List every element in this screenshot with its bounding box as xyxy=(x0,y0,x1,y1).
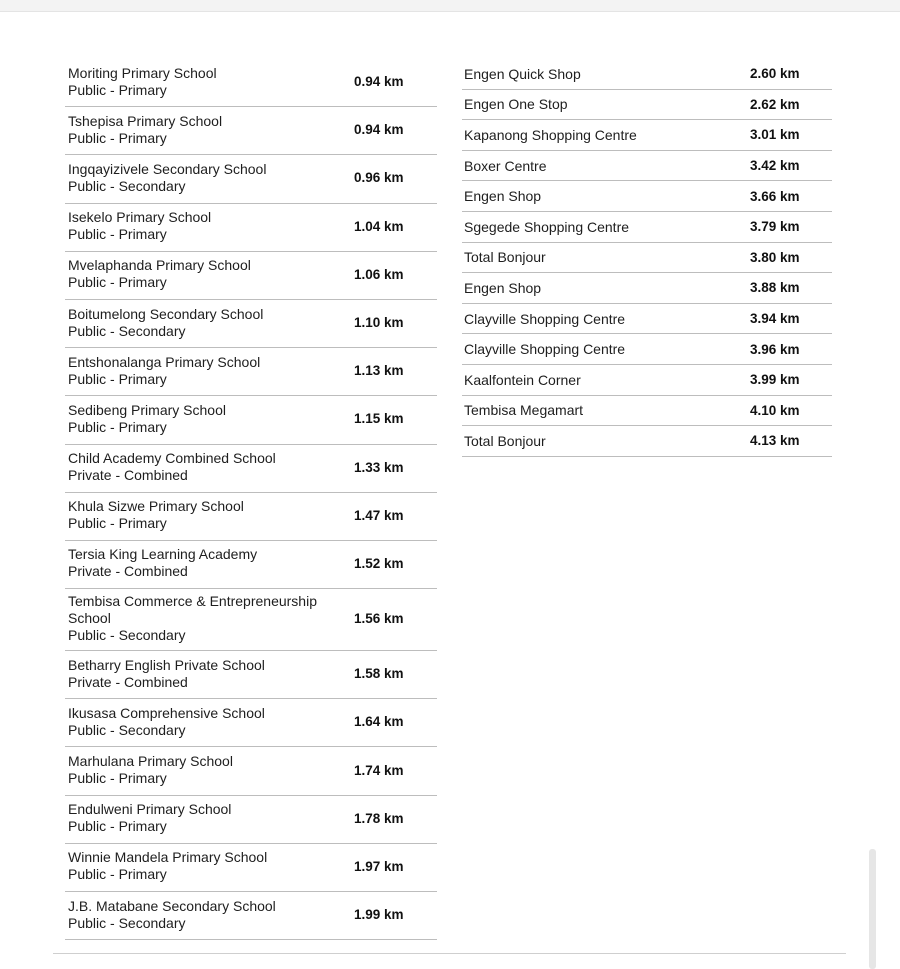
school-row xyxy=(65,747,437,795)
school-distance: 1.47 km xyxy=(354,507,404,523)
schools-list xyxy=(65,59,437,940)
shop-row xyxy=(462,59,832,90)
school-distance: 1.97 km xyxy=(354,858,404,874)
school-row xyxy=(65,589,437,651)
school-type: Public - Secondary xyxy=(68,322,186,339)
school-type: Public - Primary xyxy=(68,866,167,883)
shop-name: Clayville Shopping Centre xyxy=(464,310,626,327)
school-name: Tembisa Commerce & Entrepreneurship School xyxy=(68,593,317,627)
school-info xyxy=(68,498,328,532)
shop-distance: 4.13 km xyxy=(750,433,800,449)
school-name: Marhulana Primary School xyxy=(68,753,233,770)
school-type: Public - Primary xyxy=(68,274,167,291)
school-row xyxy=(65,651,437,699)
shop-row xyxy=(462,90,832,121)
school-type: Private - Combined xyxy=(68,467,188,484)
school-name: Child Academy Combined School xyxy=(68,450,276,467)
school-name: Tersia King Learning Academy xyxy=(68,546,258,563)
school-row xyxy=(65,493,437,541)
school-info xyxy=(68,209,328,243)
shop-name: Sgegede Shopping Centre xyxy=(464,218,630,235)
school-distance: 0.94 km xyxy=(354,122,404,138)
shop-distance: 3.96 km xyxy=(750,341,800,357)
school-type: Public - Primary xyxy=(68,129,167,146)
school-distance: 1.58 km xyxy=(354,666,404,682)
shop-distance: 3.01 km xyxy=(750,127,800,143)
school-name: Endulweni Primary School xyxy=(68,801,232,818)
shop-name: Kapanong Shopping Centre xyxy=(464,126,637,143)
shop-distance: 2.60 km xyxy=(750,66,800,82)
shop-name: Total Bonjour xyxy=(464,249,546,266)
school-distance: 1.74 km xyxy=(354,762,404,778)
shop-row xyxy=(462,212,832,243)
school-type: Public - Primary xyxy=(68,226,167,243)
school-name: Isekelo Primary School xyxy=(68,209,212,226)
school-row xyxy=(65,396,437,444)
school-type: Public - Secondary xyxy=(68,627,186,644)
school-name: Boitumelong Secondary School xyxy=(68,305,264,322)
school-distance: 1.64 km xyxy=(354,714,404,730)
shop-name: Engen Shop xyxy=(464,279,542,296)
school-type: Public - Primary xyxy=(68,770,167,787)
school-distance: 1.15 km xyxy=(354,411,404,427)
school-type: Public - Secondary xyxy=(68,721,186,738)
school-distance: 1.52 km xyxy=(354,555,404,571)
school-info xyxy=(68,161,328,195)
school-name: Ikusasa Comprehensive School xyxy=(68,704,265,721)
school-row xyxy=(65,844,437,892)
school-distance: 1.56 km xyxy=(354,611,404,627)
shop-name: Engen Shop xyxy=(464,188,542,205)
school-type: Public - Primary xyxy=(68,515,167,532)
shop-row xyxy=(462,181,832,212)
shop-distance: 3.88 km xyxy=(750,280,800,296)
scrollbar-thumb[interactable] xyxy=(869,849,876,969)
shop-name: Engen Quick Shop xyxy=(464,65,581,82)
shop-distance: 3.42 km xyxy=(750,158,800,174)
school-type: Public - Primary xyxy=(68,818,167,835)
school-info xyxy=(68,657,328,691)
shop-distance: 3.99 km xyxy=(750,372,800,388)
school-distance: 1.99 km xyxy=(354,907,404,923)
school-name: Mvelaphanda Primary School xyxy=(68,257,251,274)
school-info xyxy=(68,257,328,291)
school-name: Entshonalanga Primary School xyxy=(68,353,261,370)
school-info xyxy=(68,354,328,388)
school-type: Public - Secondary xyxy=(68,914,186,931)
school-row xyxy=(65,107,437,155)
shop-name: Boxer Centre xyxy=(464,157,547,174)
shop-row xyxy=(462,396,832,427)
school-row xyxy=(65,204,437,252)
shop-row xyxy=(462,151,832,182)
school-distance: 1.10 km xyxy=(354,315,404,331)
school-row xyxy=(65,155,437,203)
school-info xyxy=(68,306,328,340)
shop-name: Engen One Stop xyxy=(464,96,568,113)
school-distance: 1.04 km xyxy=(354,218,404,234)
school-type: Public - Primary xyxy=(68,370,167,387)
school-distance: 1.33 km xyxy=(354,459,404,475)
school-type: Public - Secondary xyxy=(68,177,186,194)
shop-name: Kaalfontein Corner xyxy=(464,371,581,388)
school-type: Private - Combined xyxy=(68,563,188,580)
shop-distance: 4.10 km xyxy=(750,402,800,418)
school-row xyxy=(65,445,437,493)
shop-distance: 3.94 km xyxy=(750,311,800,327)
shop-row xyxy=(462,365,832,396)
school-info xyxy=(68,898,328,932)
school-row xyxy=(65,541,437,589)
school-info xyxy=(68,801,328,835)
school-info xyxy=(68,705,328,739)
school-name: Moriting Primary School xyxy=(68,64,217,81)
school-row xyxy=(65,252,437,300)
school-info xyxy=(68,753,328,787)
school-row xyxy=(65,796,437,844)
school-info xyxy=(68,450,328,484)
shop-row xyxy=(462,334,832,365)
school-name: Betharry English Private School xyxy=(68,656,265,673)
school-info xyxy=(68,849,328,883)
shop-row xyxy=(462,426,832,457)
school-info xyxy=(68,65,328,99)
school-type: Public - Primary xyxy=(68,418,167,435)
shop-distance: 2.62 km xyxy=(750,96,800,112)
school-type: Private - Combined xyxy=(68,673,188,690)
school-row xyxy=(65,300,437,348)
school-distance: 1.06 km xyxy=(354,266,404,282)
school-distance: 0.96 km xyxy=(354,170,404,186)
school-name: Tshepisa Primary School xyxy=(68,112,223,129)
shop-row xyxy=(462,273,832,304)
school-distance: 1.13 km xyxy=(354,363,404,379)
school-row xyxy=(65,59,437,107)
school-distance: 0.94 km xyxy=(354,74,404,90)
shop-distance: 3.66 km xyxy=(750,188,800,204)
school-name: Winnie Mandela Primary School xyxy=(68,849,268,866)
school-type: Public - Primary xyxy=(68,81,167,98)
section-divider xyxy=(53,953,846,954)
shop-distance: 3.80 km xyxy=(750,249,800,265)
shop-distance: 3.79 km xyxy=(750,219,800,235)
shop-row xyxy=(462,120,832,151)
shop-row xyxy=(462,304,832,335)
shop-name: Total Bonjour xyxy=(464,432,546,449)
shop-name: Tembisa Megamart xyxy=(464,402,584,419)
school-info xyxy=(68,546,328,580)
school-name: Ingqayizivele Secondary School xyxy=(68,160,267,177)
browser-top-bar xyxy=(0,0,900,12)
shop-name: Clayville Shopping Centre xyxy=(464,341,626,358)
school-row xyxy=(65,892,437,940)
shop-row xyxy=(462,243,832,274)
school-info xyxy=(68,593,328,644)
school-row xyxy=(65,699,437,747)
school-distance: 1.78 km xyxy=(354,810,404,826)
school-name: J.B. Matabane Secondary School xyxy=(68,897,276,914)
school-row xyxy=(65,348,437,396)
school-info xyxy=(68,402,328,436)
school-info xyxy=(68,113,328,147)
school-name: Khula Sizwe Primary School xyxy=(68,498,244,515)
school-name: Sedibeng Primary School xyxy=(68,401,226,418)
shops-list xyxy=(462,59,832,457)
